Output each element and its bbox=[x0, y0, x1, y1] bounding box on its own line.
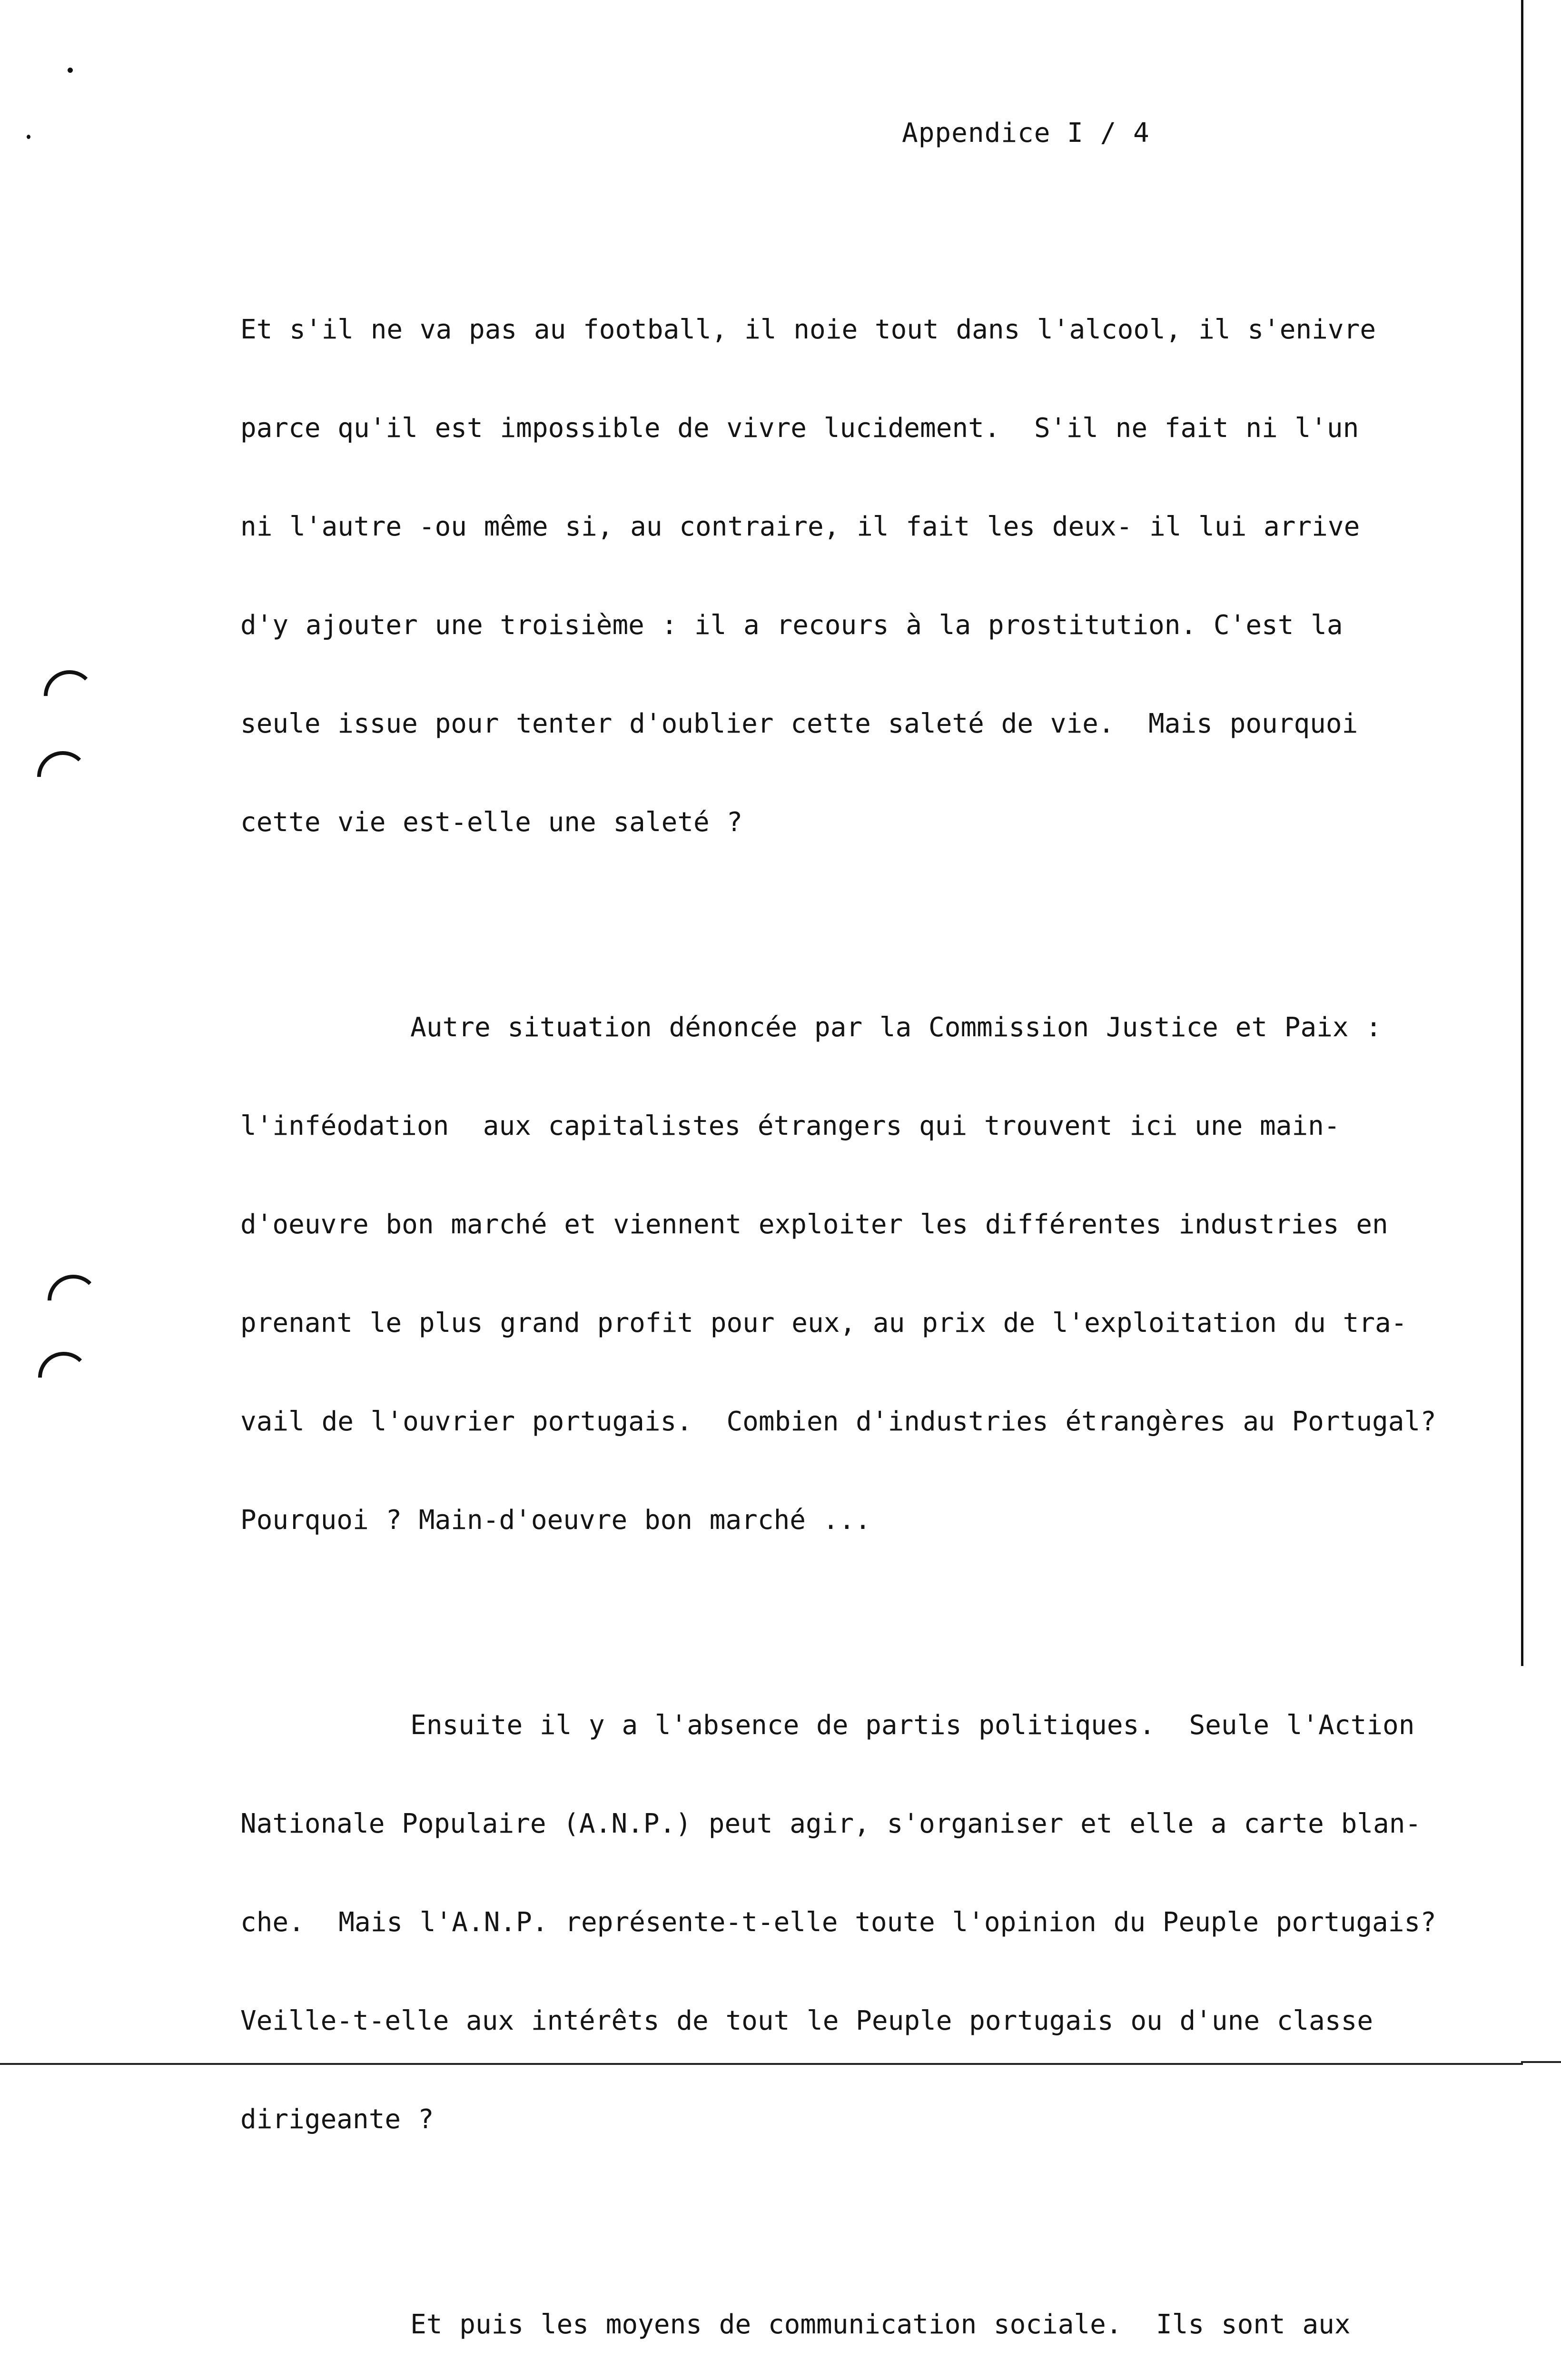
bottom-rule-edge bbox=[1521, 2061, 1561, 2063]
text-line: che. Mais l'A.N.P. représente-t-elle toute l'opinion du Peuple portugais? bbox=[240, 1907, 1436, 1938]
text-line: vail de l'ouvrier portugais. Combien d'industries étrangères au Portugal? bbox=[240, 1406, 1436, 1437]
text-line: Et s'il ne va pas au football, il noie tout dans l'alcool, il s'enivre bbox=[240, 314, 1376, 345]
punch-hole-mark bbox=[27, 741, 99, 813]
punch-hole-mark bbox=[37, 1264, 110, 1337]
text-line: Ensuite il y a l'absence de partis politiques. Seule l'Action bbox=[240, 1710, 1415, 1741]
text-line: ni l'autre -ou même si, au contraire, il fait les deux- il lui arrive bbox=[240, 511, 1360, 542]
text-line: Pourquoi ? Main-d'oeuvre bon marché ... bbox=[240, 1505, 871, 1536]
text-line: Nationale Populaire (A.N.P.) peut agir, s'organiser et elle a carte blan- bbox=[240, 1808, 1422, 1839]
page-reference: Appendice I / 4 bbox=[902, 118, 1150, 149]
paragraph bbox=[240, 1643, 1449, 2202]
text-line: parce qu'il est impossible de vivre lucidement. S'il ne fait ni l'un bbox=[240, 413, 1359, 444]
document-body bbox=[240, 248, 1449, 2380]
text-line: d'oeuvre bon marché et viennent exploiter les différentes industries en bbox=[240, 1209, 1388, 1240]
text-line: Veille-t-elle aux intérêts de tout le Peuple portugais ou d'une classe bbox=[240, 2005, 1373, 2036]
text-line: seule issue pour tenter d'oublier cette saleté de vie. Mais pourquoi bbox=[240, 708, 1358, 739]
scan-speck bbox=[27, 135, 30, 139]
text-line: Autre situation dénoncée par la Commission Justice et Paix : bbox=[240, 1012, 1382, 1043]
paragraph bbox=[240, 248, 1449, 904]
text-line: Et puis les moyens de communication sociale. Ils sont aux bbox=[240, 2309, 1351, 2340]
paragraph bbox=[240, 945, 1449, 1602]
text-line: d'y ajouter une troisième : il a recours à la prostitution. C'est la bbox=[240, 610, 1343, 641]
text-line: l'inféodation aux capitalistes étrangers qui trouvent ici une main- bbox=[240, 1111, 1340, 1141]
punch-hole-mark bbox=[33, 660, 106, 733]
text-line: dirigeante ? bbox=[240, 2104, 434, 2135]
text-line: prenant le plus grand profit pour eux, au prix de l'exploitation du tra- bbox=[240, 1308, 1407, 1339]
page-edge-line bbox=[1521, 0, 1523, 1666]
paragraph bbox=[240, 2242, 1449, 2380]
scan-speck bbox=[68, 68, 73, 73]
punch-hole-mark bbox=[28, 1341, 100, 1414]
text-line: cette vie est-elle une saleté ? bbox=[240, 807, 743, 838]
